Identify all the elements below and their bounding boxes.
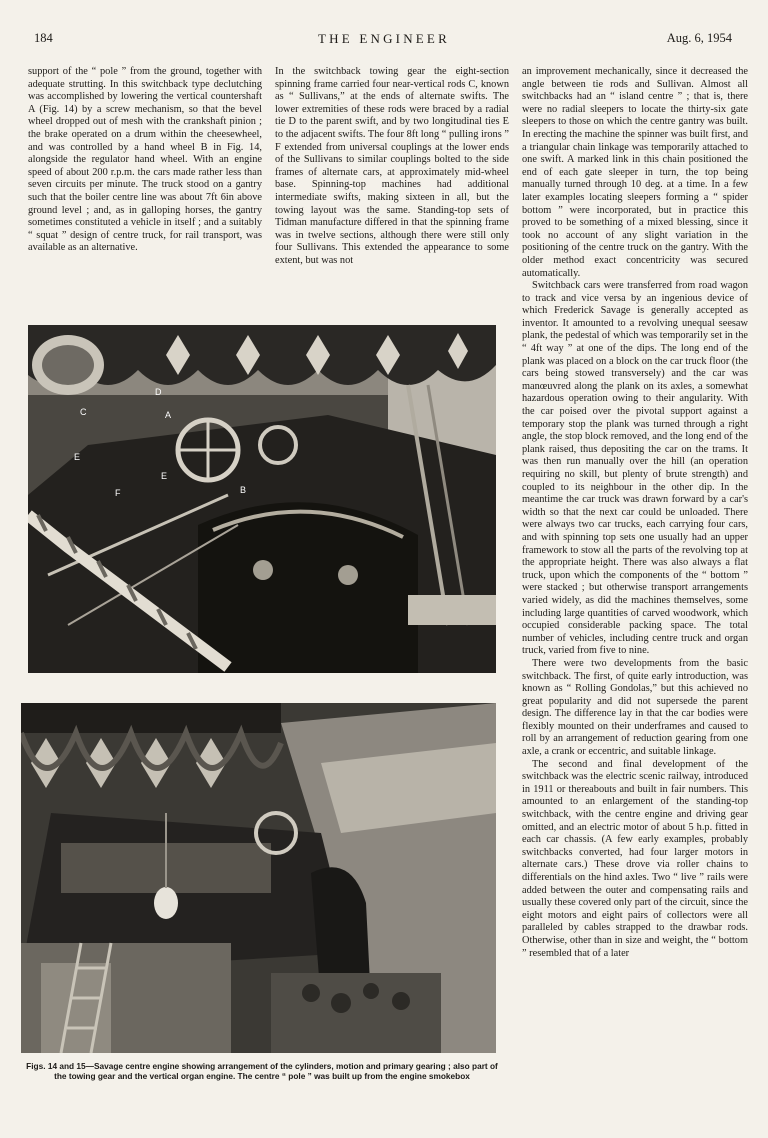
fig-label-d: D [155, 387, 162, 397]
text-column-1 [28, 66, 262, 328]
running-header [0, 31, 768, 51]
figure-15-photo [21, 703, 496, 1053]
paragraph: an improvement mechanically, since it decreased the angle between tie rods and Sullivan. Almost all switchbacks had an “ island centre ” ; that is, there were no radial sleepers to locate the thirty-six gate sleepers to those on which the centre gantry was built. In erecting the machine the spinner was built first, and a triangular chain linkage was temporarily attached to one swift. A marked link in this chain positioned the end of each gate sleeper in turn, the top being manually turned through 10 deg. at a time. In a few later examples locating sleepers forming a “ spider bottom ” were incorporated, but in practice this proved to be something of a mixed blessing, since it took no account of any slight variation in the positioning of the centre truck on the gantry. With the older method exact concentricity was secured automatically. [522, 66, 748, 279]
paragraph: support of the “ pole ” from the ground, together with adequate strutting. In this switchback type declutching was accomplished by lowering the vertical countershaft A (Fig. 14) by a screw mechanism, so that the bevel wheel dropped out of mesh with the crankshaft pinion ; the brake operated on a drum within the cheesewheel, and was controlled by a hand wheel B in Fig. 14, alongside the regulator hand wheel. With an engine speed of about 200 r.p.m. the cars made rather less than seven circuits per minute. The truck stood on a gantry such that the boiler centre line was about 7ft 6in above ground level ; and, as in galloping horses, the gantry sometimes constituted a vehicle in itself ; and a suitably “ squat ” design of centre truck, for rail transport, was available as an alternative. [28, 66, 262, 254]
journal-title: THE ENGINEER [318, 31, 450, 46]
text-column-3 [522, 66, 748, 1102]
paragraph: In the switchback towing gear the eight-section spinning frame carried four near-vertical rods C, known as “ Sullivans,” at the ends of alternate swifts. The lower extremities of these rods were braced by a radial tie D to the parent swift, and by two longitudinal ties E to the adjacent swifts. The four 8ft long “ pulling irons ” F extended from universal couplings at the lower ends of the Sullivans to similar couplings bolted to the side frames of alternate cars, at approximately mid-wheel base. Spinning-top machines had additional intermediate swifts, making sixteen in all, but the towing layout was the same. Standing-top sets of Tidman manufacture differed in that the spinning frame was in twelve sections, although there were still only four Sullivans. This extended the appearance to some extent, but was not [275, 66, 509, 266]
issue-date: Aug. 6, 1954 [666, 31, 732, 45]
figure-14-labels [28, 325, 496, 673]
paragraph: Switchback cars were transferred from road wagon to track and vice versa by an ingenious device of which Frederick Savage is generally accepted as inventor. It amounted to a revolving unequal seesaw plank, the pedestal of which was temporarily set in the “ 4ft way ” at one of the dips. The long end of the plank was placed on a block on the car truck floor (the cars being stowed transversely) and the car was manœuvred along the plank on its axles, a somewhat hazardous operation owing to their angularity. With the car poised over the pivotal support against a temporary stop the plank was turned through a right angle, the stop block removed, and the long end of the plank raised, thus depositing the car on the trams. It was then run manually over the hill (an operation requiring no skill, but plenty of brute strength) and coupled to its neighbour in the other dip. In the meantime the car truck was drawn forward by a car's width so that the next car could be unloaded. There were always two car trucks, each carrying four cars, and with spinning top sets one usually had an upper framework to stow all the parts of the revolving top at the appropriate height. There was also always a flat truck, upon which the components of the “ bottom ” were stacked ; but otherwise transport arrangements varied widely, as did the machines themselves, some including large quantities of carved woodwork, which occupied considerable packing space. The total number of vehicles, including centre truck and organ truck, varied from five to nine. [522, 280, 748, 657]
page-number: 184 [34, 31, 53, 45]
fig-label-f: F [115, 488, 121, 498]
fig-label-e: E [74, 452, 81, 462]
fig-label-c: C [80, 407, 87, 417]
fig-label-e: E [161, 471, 168, 481]
text-column-2 [275, 66, 509, 328]
fig-label-a: A [165, 410, 172, 420]
figure-caption: Figs. 14 and 15—Savage centre engine showing arrangement of the cylinders, motion and primary gearing ; also part of the towing gear and the vertical organ engine. The centre “ pole ” was built up from the engine smokebox [26, 1061, 498, 1082]
fig-label-b: B [240, 485, 247, 495]
paragraph: The second and final development of the switchback was the electric scenic railway, introduced in 1911 or thereabouts and built in fair numbers. This amounted to an enlargement of the standing-top switchback, with the centre engine and driving gear omitted, and an electric motor of about 5 h.p. fitted in each car chassis. (A few early examples, probably switchbacks converted, had four larger motors in alternate cars.) These drove via roller chains to differentials on the hind axles. Two “ live ” rails were added between the outer and compensating rails and usually these covered only part of the circuit, since the eight motors and eight pairs of collectors were all paralleled by cables strapped to the drawbar rods. Otherwise, other than in size and weight, the “ bottom ” resembled that of a later [522, 758, 748, 959]
paragraph: There were two developments from the basic switchback. The first, of quite early introduction, was known as “ Rolling Gondolas,” but this achieved no great popularity and did not supersede the parent design. The difference lay in that the car bodies were flexibly mounted on their underframes and caused to roll by an arrangement of reduction gearing from one axle, a crank or eccentric, and suitable linkage. [522, 657, 748, 758]
